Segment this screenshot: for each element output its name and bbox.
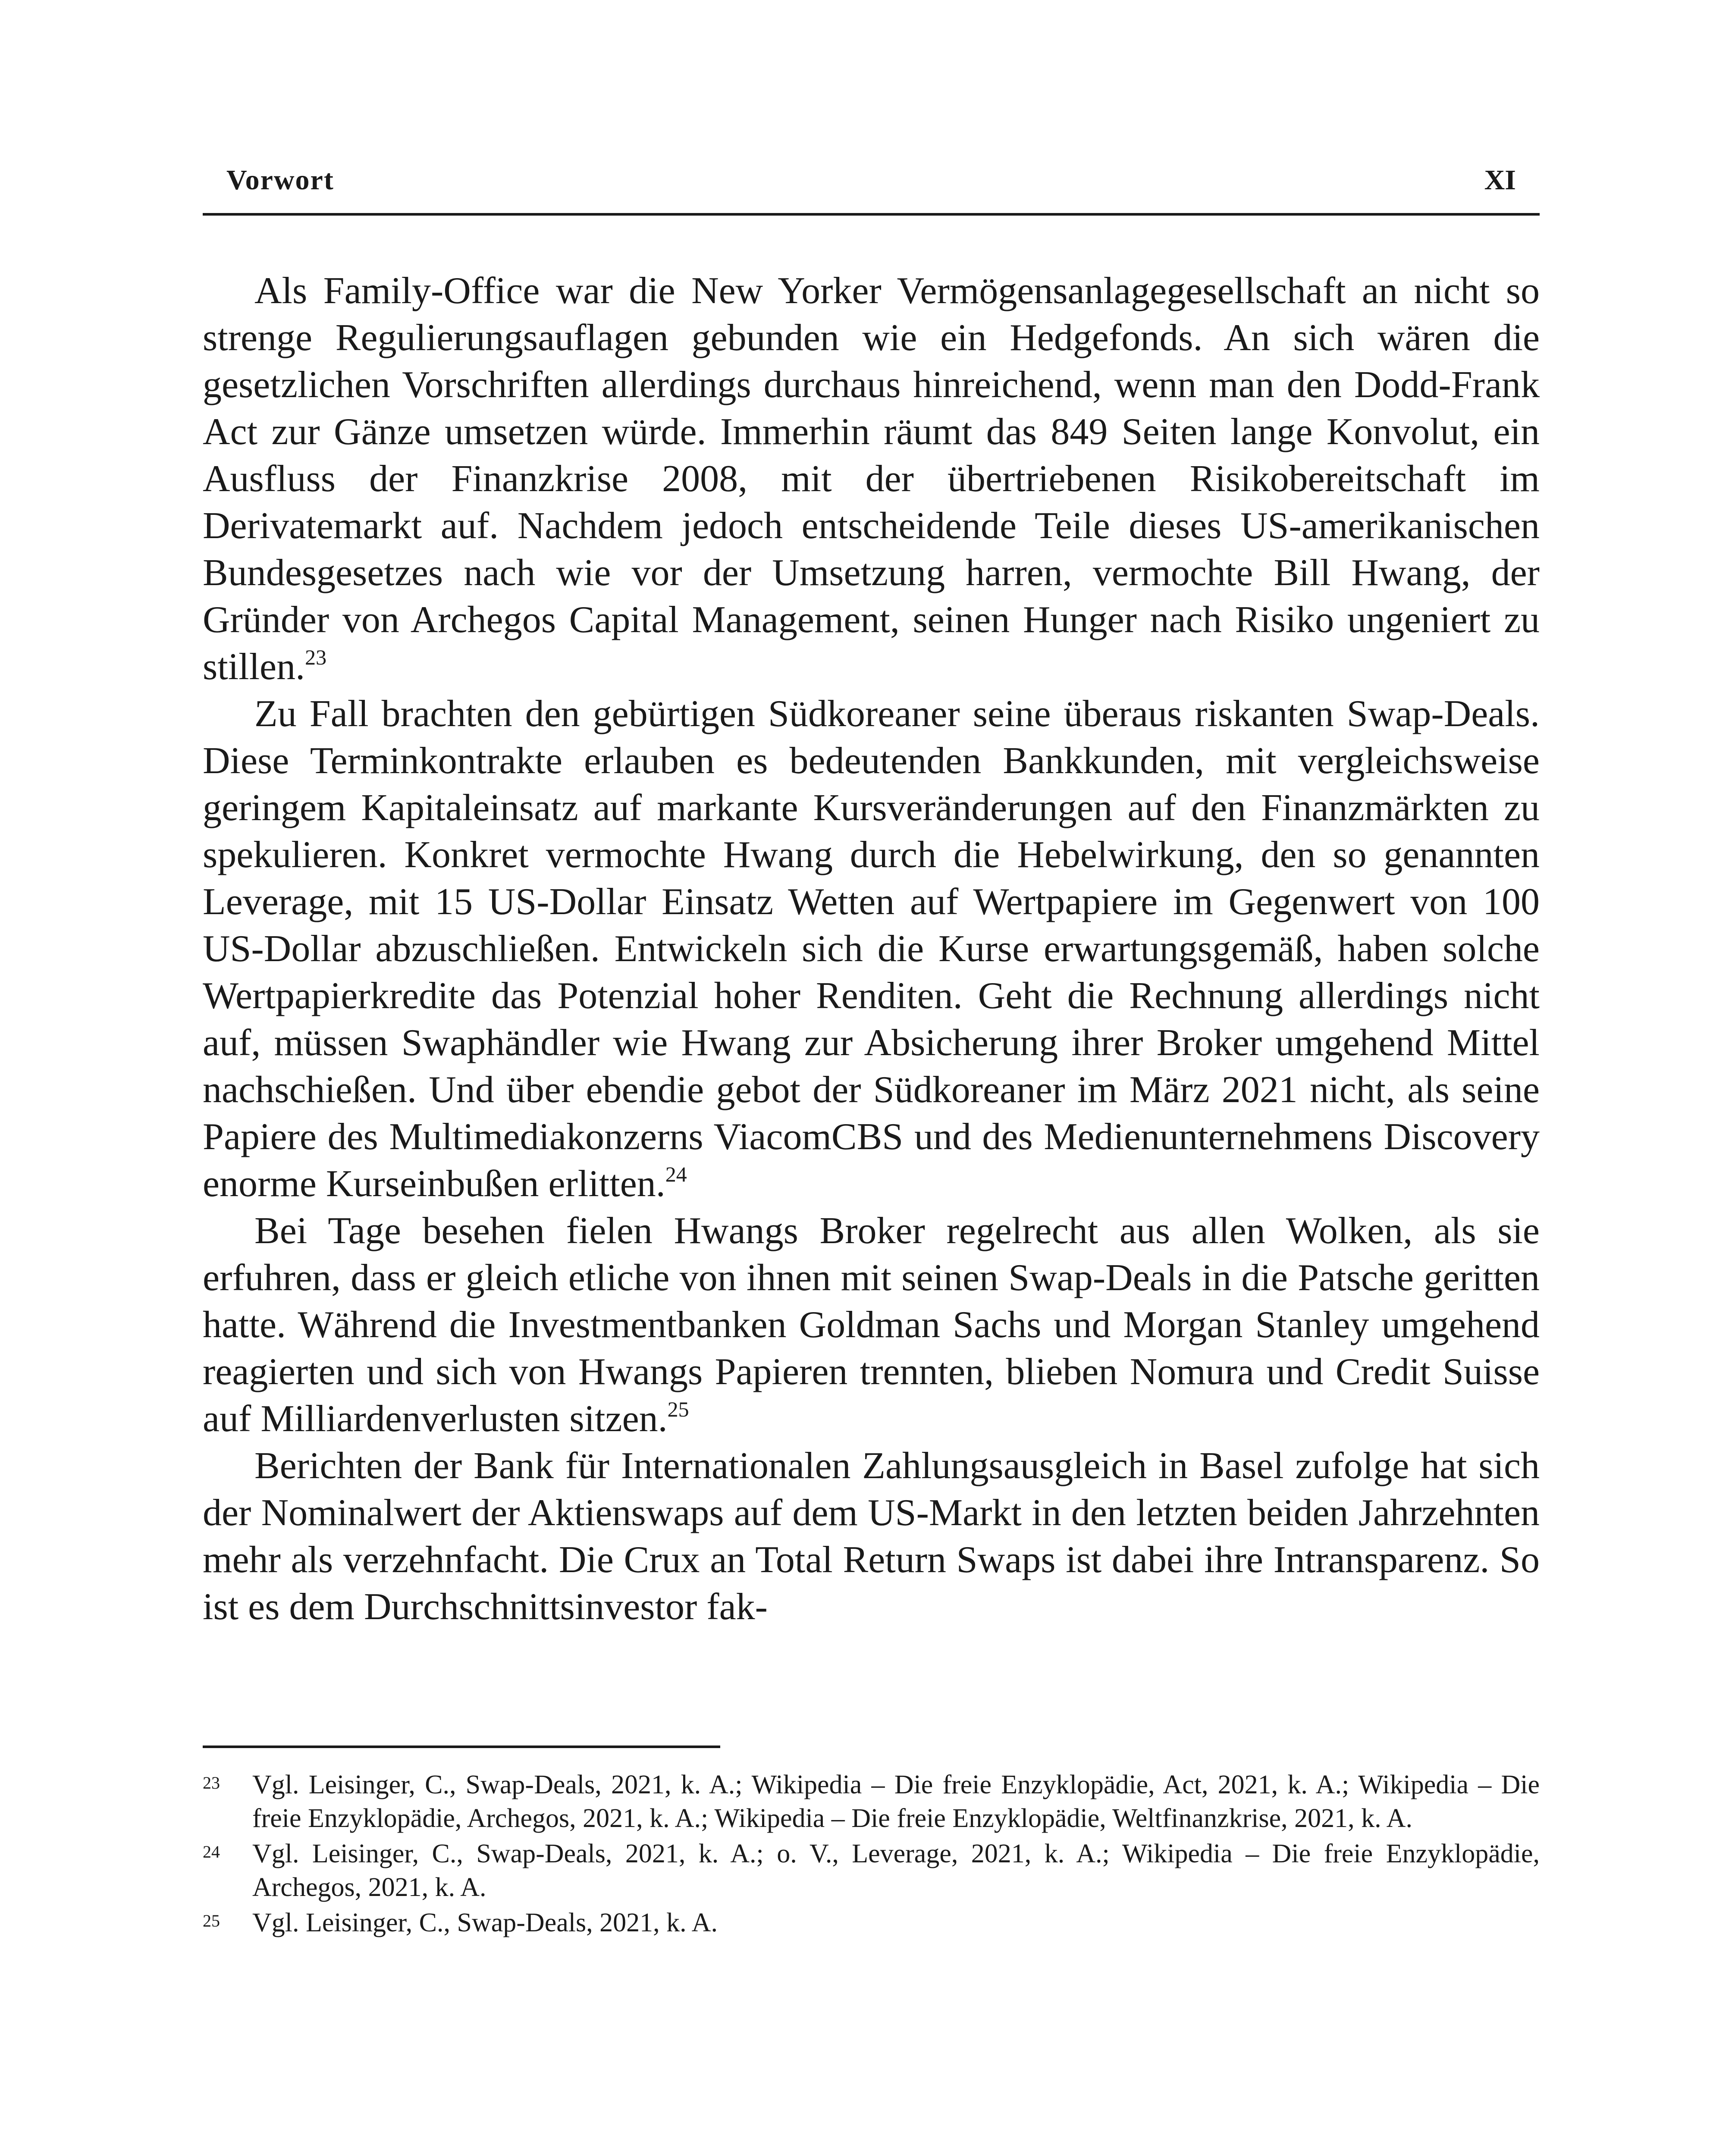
footnote-separator [203, 1745, 720, 1748]
footnote-number: 25 [203, 1911, 220, 1930]
footnote-number: 24 [203, 1842, 220, 1861]
paragraph-4-text: Berichten der Bank für Internationalen Zahlungsausgleich in Basel zufolge hat sich der Nominalwert der Aktienswaps auf dem US-Markt in den letzten beiden Jahrzehnten mehr als verzehnfacht. Die Crux an Total Return Swaps ist dabei ihre Intransparenz. So ist es dem Durchschnittsinvestor fak- [203, 1445, 1540, 1628]
paragraph-3-text: Bei Tage besehen fielen Hwangs Broker regelrecht aus allen Wolken, als sie erfuhren, dass er gleich etliche von ihnen mit seinen Swap-Deals in die Patsche geritten hatte. Während die Investmentbanken Goldman Sachs und Morgan Stanley umgehend reagierten und sich von Hwangs Papieren trennten, blieben Nomura und Credit Suisse auf Milliardenverlusten sitzen. [203, 1210, 1540, 1440]
footnote-23 [203, 1768, 1540, 1835]
footnote-text: Vgl. Leisinger, C., Swap-Deals, 2021, k. A.; o. V., Leverage, 2021, k. A.; Wikipedia – Die freie Enzyklopädie, Archegos, 2021, k. A. [252, 1839, 1540, 1902]
page-number: XI [1484, 164, 1516, 196]
footnotes [203, 1768, 1540, 1941]
paragraph-1 [203, 267, 1540, 690]
footnote-text: Vgl. Leisinger, C., Swap-Deals, 2021, k. A.; Wikipedia – Die freie Enzyklopädie, Act, 2021, k. A.; Wikipedia – Die freie Enzyklopädie, Archegos, 2021, k. A.; Wikipedia – Die freie Enzyklopädie, Weltfinanzkrise, 2021, k. A. [252, 1770, 1540, 1833]
footnote-25 [203, 1906, 1540, 1940]
body-text [203, 267, 1540, 1630]
running-header [203, 155, 1540, 216]
footnote-24 [203, 1837, 1540, 1904]
footnote-ref-24[interactable]: 24 [665, 1162, 687, 1186]
footnote-ref-25[interactable]: 25 [667, 1397, 689, 1421]
paragraph-2-text: Zu Fall brachten den gebürtigen Südkoreaner seine überaus riskanten Swap-Deals. Diese Terminkontrakte erlauben es bedeutenden Bankkunden, mit vergleichsweise geringem Kapitaleinsatz auf markante Kursveränderungen auf den Finanzmärkten zu spekulieren. Konkret vermochte Hwang durch die Hebelwirkung, den so genannten Leverage, mit 15 US-Dollar Einsatz Wetten auf Wertpapiere im Gegenwert von 100 US-Dollar abzuschließen. Entwickeln sich die Kurse erwartungsgemäß, haben solche Wertpapierkredite das Potenzial hoher Renditen. Geht die Rechnung allerdings nicht auf, müssen Swaphändler wie Hwang zur Absicherung ihrer Broker umgehend Mittel nachschießen. Und über ebendie gebot der Südkoreaner im März 2021 nicht, als seine Papiere des Multimediakonzerns ViacomCBS und des Medienunternehmens Discovery enorme Kurseinbußen erlitten. [203, 693, 1540, 1205]
footnote-text: Vgl. Leisinger, C., Swap-Deals, 2021, k. A. [252, 1908, 718, 1937]
paragraph-4 [203, 1442, 1540, 1630]
paragraph-1-text: Als Family-Office war die New Yorker Vermögensanlagegesellschaft an nicht so strenge Regulierungsauflagen gebunden wie ein Hedgefonds. An sich wären die gesetzlichen Vorschriften allerdings durchaus hinreichend, wenn man den Dodd-Frank Act zur Gänze umsetzen würde. Immerhin räumt das 849 Seiten lange Konvolut, ein Ausfluss der Finanzkrise 2008, mit der übertriebenen Risikobereitschaft im Derivatemarkt auf. Nachdem jedoch entscheidende Teile dieses US-amerikanischen Bundesgesetzes nach wie vor der Umsetzung harren, vermochte Bill Hwang, der Gründer von Archegos Capital Management, seinen Hunger nach Risiko ungeniert zu stillen. [203, 270, 1540, 688]
running-title: Vorwort [226, 164, 334, 196]
footnote-ref-23[interactable]: 23 [305, 645, 327, 669]
paragraph-2 [203, 690, 1540, 1207]
paragraph-3 [203, 1207, 1540, 1442]
footnote-number: 23 [203, 1773, 220, 1792]
